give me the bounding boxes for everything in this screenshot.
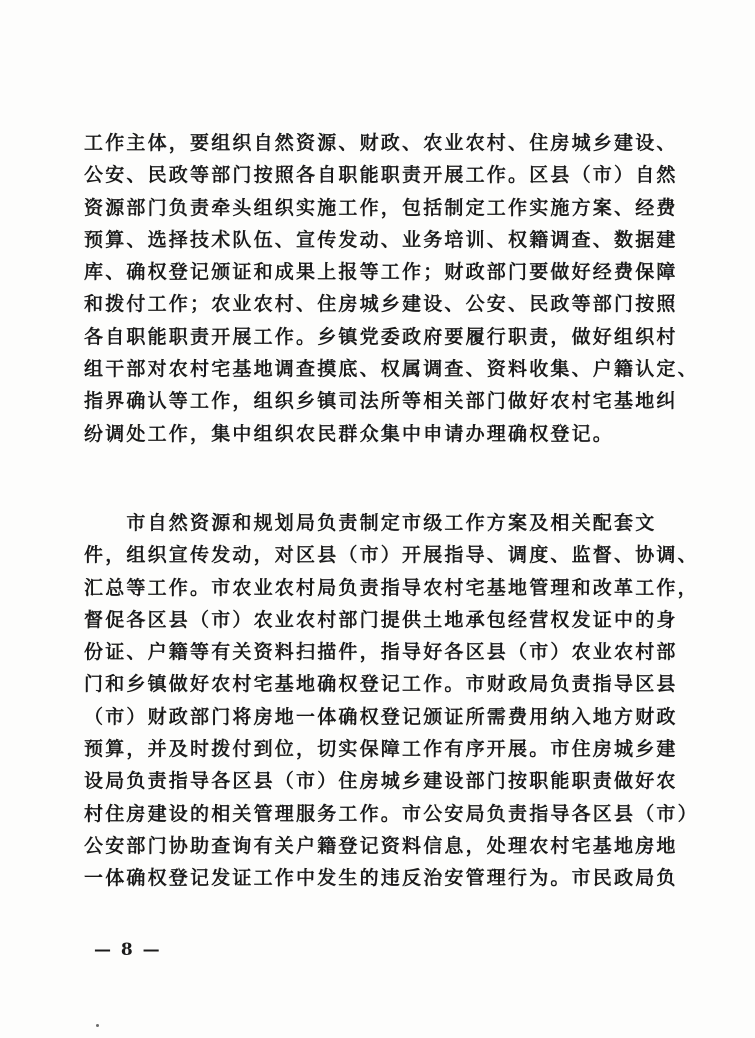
text-line: 工作主体，要组织自然资源、财政、农业农村、住房城乡建设、 (84, 132, 678, 154)
text-line: 预算、选择技术队伍、宣传发动、业务培训、权籍调查、数据建 (84, 228, 678, 251)
text-line: 库、确权登记颁证和成果上报等工作；财政部门要做好经费保障 (84, 261, 678, 284)
text-line: 组干部对农村宅基地调查摸底、权属调查、资料收集、户籍认定、 (84, 358, 699, 381)
text-line: 和拨付工作；农业农村、住房城乡建设、公安、民政等部门按照 (84, 293, 678, 316)
text-line: 件，组织宣传发动，对区县（市）开展指导、调度、监督、协调、 (84, 544, 699, 567)
text-line: 门和乡镇做好农村宅基地确权登记工作。市财政局负责指导区县 (84, 673, 678, 696)
text-line: 公安部门协助查询有关户籍登记资料信息，处理农村宅基地房地 (84, 834, 678, 857)
text-line: 指界确认等工作，组织乡镇司法所等相关部门做好农村宅基地纠 (84, 390, 678, 413)
text-line: 各自职能职责开展工作。乡镇党委政府要履行职责，做好组织村 (84, 325, 678, 348)
text-line: 督促各区县（市）农业农村部门提供土地承包经营权发证中的身 (84, 608, 678, 631)
text-line: 市自然资源和规划局负责制定市级工作方案及相关配套文 (84, 512, 657, 534)
text-line: 资源部门负责牵头组织实施工作，包括制定工作实施方案、经费 (84, 196, 678, 219)
paragraph-2 (84, 507, 699, 895)
text-line: 村住房建设的相关管理服务工作。市公安局负责指导各区县（市） (84, 802, 699, 825)
text-line: 设局负责指导各区县（市）住房城乡建设部门按职能职责做好农 (84, 770, 678, 793)
text-line: （市）财政部门将房地一体确权登记颁证所需费用纳入地方财政 (84, 705, 678, 728)
paragraph-1 (84, 127, 699, 450)
text-line: 纷调处工作，集中组织农民群众集中申请办理确权登记。 (84, 422, 615, 445)
text-line: 公安、民政等部门按照各自职能职责开展工作。区县（市）自然 (84, 164, 678, 187)
text-line: 预算，并及时拨付到位，切实保障工作有序开展。市住房城乡建 (84, 738, 678, 761)
page-number: — 8 — (94, 940, 162, 960)
scan-speck (96, 1024, 99, 1027)
text-line: 一体确权登记发证工作中发生的违反治安管理行为。市民政局负 (84, 867, 678, 890)
text-line: 份证、户籍等有关资料扫描件，指导好各区县（市）农业农村部 (84, 641, 678, 664)
text-line: 汇总等工作。市农业农村局负责指导农村宅基地管理和改革工作， (84, 576, 699, 599)
